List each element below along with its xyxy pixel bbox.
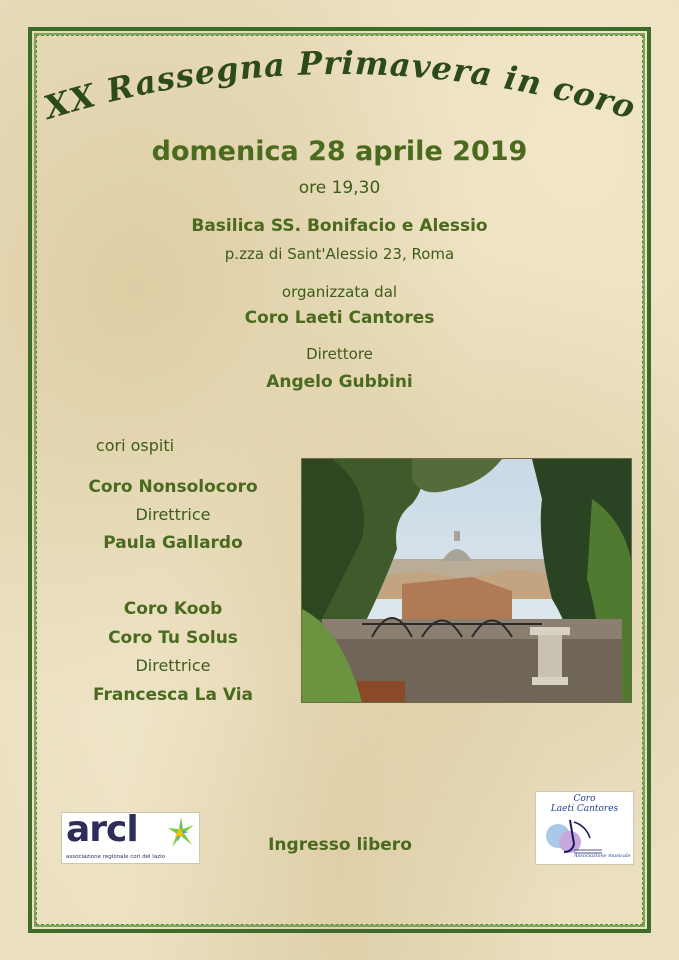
coro-logo-line1: Coro (573, 794, 596, 804)
venue-photo (301, 458, 632, 703)
director-label: Direttore (306, 345, 373, 363)
guest-choir-2-3-director: Francesca La Via (92, 685, 254, 705)
guest-choir-1-director: Paula Gallardo (103, 533, 243, 553)
guest-choirs-label: cori ospiti (95, 436, 175, 455)
event-time: ore 19,30 (298, 178, 381, 198)
page-title: XX Rassegna Primavera in coro (39, 43, 641, 127)
star-icon (166, 815, 196, 849)
organizer-name: Coro Laeti Cantores (244, 308, 435, 328)
arcl-logo-word: arcl (66, 809, 138, 850)
guest-choir-2-3-role: Direttrice (135, 656, 211, 675)
guest-choir-1-role: Direttrice (135, 505, 211, 524)
director-name: Angelo Gubbini (266, 372, 413, 392)
svg-text:XX Rassegna Primavera in coro (38, 44, 641, 127)
event-date: domenica 28 aprile 2019 (151, 136, 528, 167)
coro-logo-line3: Associazione musicale (574, 853, 631, 859)
title-arc (0, 0, 679, 140)
event-venue: Basilica SS. Bonifacio e Alessio (191, 216, 488, 236)
coro-logo-line2: Laeti Cantores (550, 804, 619, 814)
organized-label: organizzata dal (281, 283, 398, 301)
guest-choir-3: Coro Tu Solus (108, 628, 238, 648)
guest-choir-1: Coro Nonsolocoro (88, 477, 258, 497)
laeti-cantores-logo (535, 791, 634, 865)
event-address: p.zza di Sant'Alessio 23, Roma (224, 245, 455, 263)
guest-choir-2: Coro Koob (123, 599, 223, 619)
free-entry-text: Ingresso libero (268, 835, 412, 855)
arcl-logo (61, 809, 200, 864)
arcl-logo-subtitle: associazione regionale cori del lazio (66, 854, 165, 860)
